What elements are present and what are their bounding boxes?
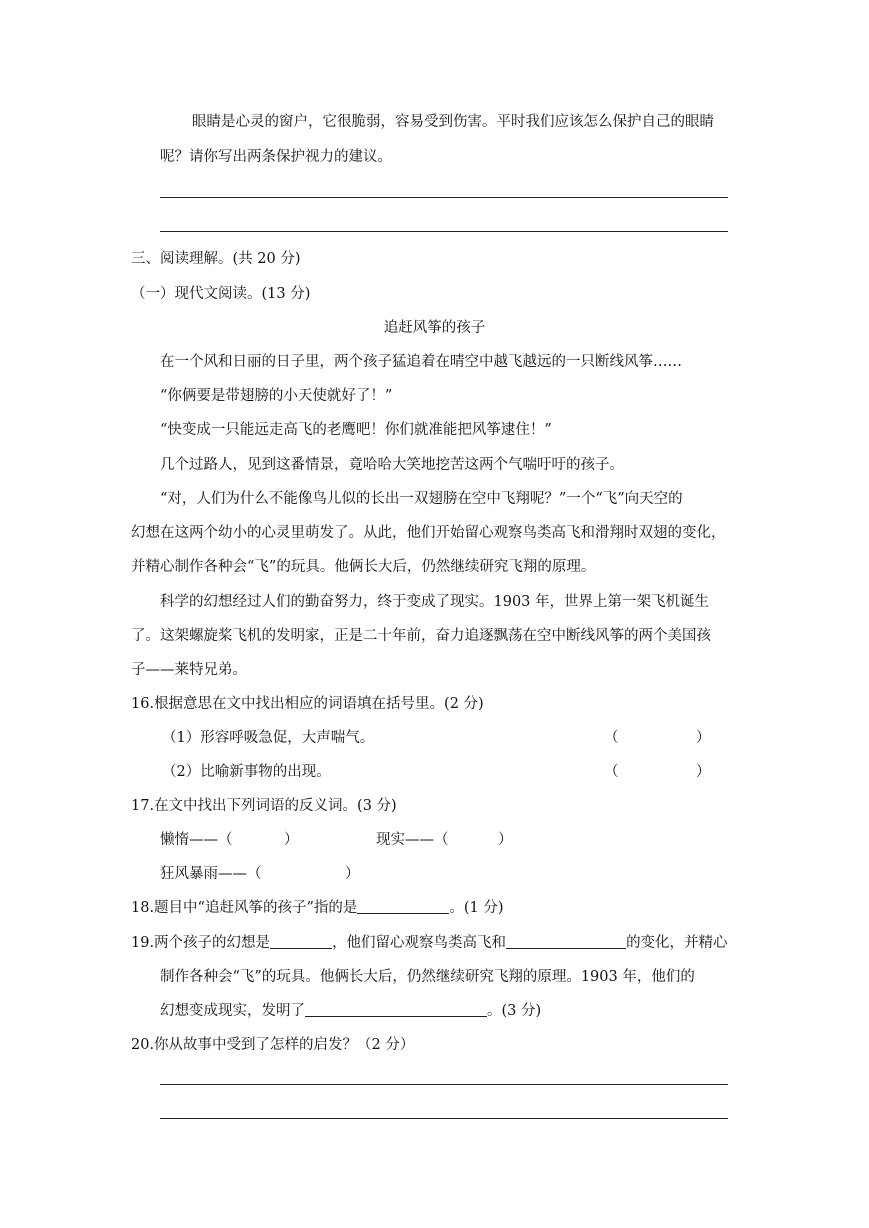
answer-line-1[interactable] — [160, 197, 728, 198]
q19-blank-2[interactable] — [506, 933, 626, 949]
q16-item-1-left-paren: （ — [604, 730, 619, 746]
passage-paragraph-1: 在一个风和日丽的日子里，两个孩子猛追着在晴空中越飞越远的一只断线风筝…… — [160, 354, 682, 370]
q17-word-3-right-paren: ） — [345, 866, 360, 882]
q16-item-2-right-paren: ） — [696, 764, 711, 780]
q19-blank-1[interactable] — [270, 933, 332, 949]
q18-line — [131, 898, 504, 918]
q19-line-2: 制作各种会“飞”的玩具。他俩长大后，仍然继续研究飞翔的原理。1903 年，他们的 — [160, 969, 695, 985]
q19-line-1 — [131, 933, 728, 953]
q17-word-1: 懒惰——（ — [160, 832, 233, 848]
q19-text-2: ，他们留心观察鸟类高飞和 — [332, 935, 507, 951]
intro-line-1: 眼睛是心灵的窗户，它很脆弱，容易受到伤害。平时我们应该怎么保护自己的眼睛 — [192, 114, 714, 130]
q19-blank-3[interactable] — [305, 1001, 487, 1017]
passage-paragraph-5b: 幻想在这两个幼小的心灵里萌发了。从此，他们开始留心观察鸟类高飞和滑翔时双翅的变化， — [131, 525, 726, 541]
passage-paragraph-4: 几个过路人，见到这番情景，竟哈哈大笑地挖苦这两个气喘吁吁的孩子。 — [160, 457, 624, 473]
q19-text-3: 的变化，并精心 — [626, 935, 728, 951]
q17-word-2-right-paren: ） — [498, 832, 513, 848]
q17-word-2: 现实——（ — [376, 832, 449, 848]
q20-answer-line-2[interactable] — [160, 1118, 728, 1119]
q16-item-2: （2）比喻新事物的出现。 — [162, 764, 331, 780]
q18-prefix: 18.题目中“追赶风筝的孩子”指的是 — [131, 900, 358, 916]
passage-paragraph-6b: 了。这架螺旋桨飞机的发明家，正是二十年前，奋力追逐飘荡在空中断线风筝的两个美国孩 — [131, 628, 711, 644]
q19-text-5: 。(3 分) — [487, 1003, 542, 1019]
passage-paragraph-5a: “对，人们为什么不能像鸟儿似的长出一双翅膀在空中飞翔呢？”一个“飞”向天空的 — [160, 491, 683, 507]
q17-stem: 17.在文中找出下列词语的反义词。(3 分) — [131, 798, 397, 814]
section-heading: 三、阅读理解。(共 20 分) — [131, 251, 301, 267]
passage-paragraph-3: “快变成一只能远走高飞的老鹰吧！你们就准能把风筝逮住！” — [160, 422, 552, 438]
answer-line-2[interactable] — [160, 231, 728, 232]
q18-suffix: 。(1 分) — [449, 900, 504, 916]
q16-item-1: （1）形容呼吸急促，大声喘气。 — [162, 730, 375, 746]
passage-title: 追赶风筝的孩子 — [383, 320, 486, 336]
passage-paragraph-6c: 子——莱特兄弟。 — [131, 662, 247, 678]
subsection-heading: （一）现代文阅读。(13 分) — [131, 286, 311, 302]
q20-stem: 20.你从故事中受到了怎样的启发？（2 分） — [131, 1037, 415, 1053]
q20-answer-line-1[interactable] — [160, 1084, 728, 1085]
q18-blank[interactable] — [357, 898, 449, 914]
q19-line-3 — [160, 1001, 541, 1021]
passage-paragraph-5c: 并精心制作各种会“飞”的玩具。他俩长大后，仍然继续研究飞翔的原理。 — [131, 559, 596, 575]
q16-item-1-right-paren: ） — [696, 730, 711, 746]
q17-word-3: 狂风暴雨——（ — [160, 866, 262, 882]
q19-text-4: 幻想变成现实，发明了 — [160, 1003, 305, 1019]
passage-paragraph-6a: 科学的幻想经过人们的勤奋努力，终于变成了现实。1903 年，世界上第一架飞机诞生 — [160, 594, 710, 610]
intro-line-2: 呢？请你写出两条保护视力的建议。 — [160, 149, 392, 165]
q16-stem: 16.根据意思在文中找出相应的词语填在括号里。(2 分) — [131, 696, 484, 712]
q19-text-1: 19.两个孩子的幻想是 — [131, 935, 271, 951]
passage-paragraph-2: “你俩要是带翅膀的小天使就好了！” — [160, 388, 393, 404]
q16-item-2-left-paren: （ — [604, 764, 619, 780]
q17-word-1-right-paren: ） — [284, 832, 299, 848]
